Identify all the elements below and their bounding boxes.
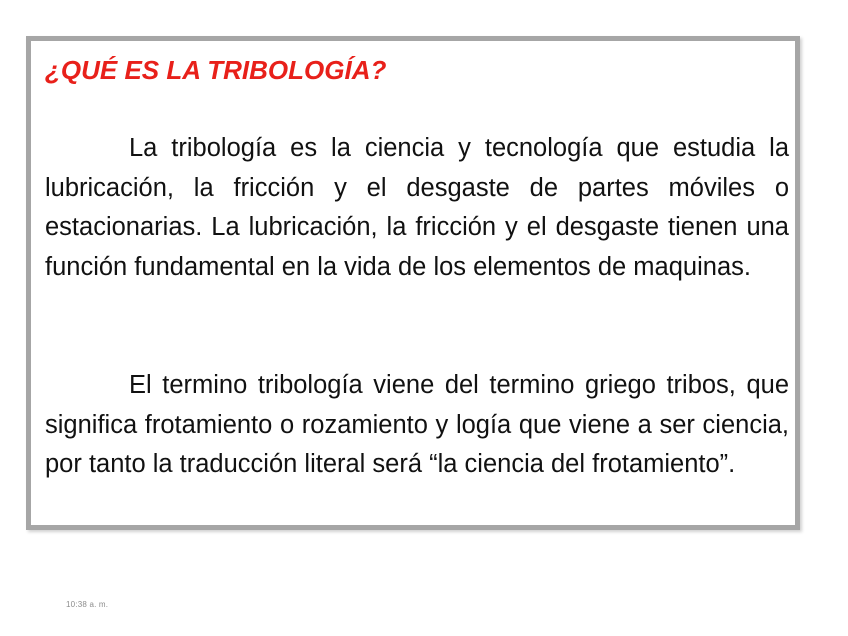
content-box [26,36,800,530]
paragraph-definition: La tribología es la ciencia y tecnología que estudia la lubricación, la fricción y el desgaste de partes móviles o estacionarias. La lubricación, la fricción y el desgaste tienen una función fundamental en la vida de los elementos de maquinas. [45,134,789,281]
footer-timestamp: 10:38 a. m. [66,600,109,609]
slide-title: ¿QUÉ ES LA TRIBOLOGÍA? [45,55,387,85]
paragraph-etymology: El termino tribología viene del termino griego tribos, que significa frotamiento o rozamiento y logía que viene a ser ciencia, por tanto la traducción literal será “la ciencia del frotamiento”. [45,371,789,478]
